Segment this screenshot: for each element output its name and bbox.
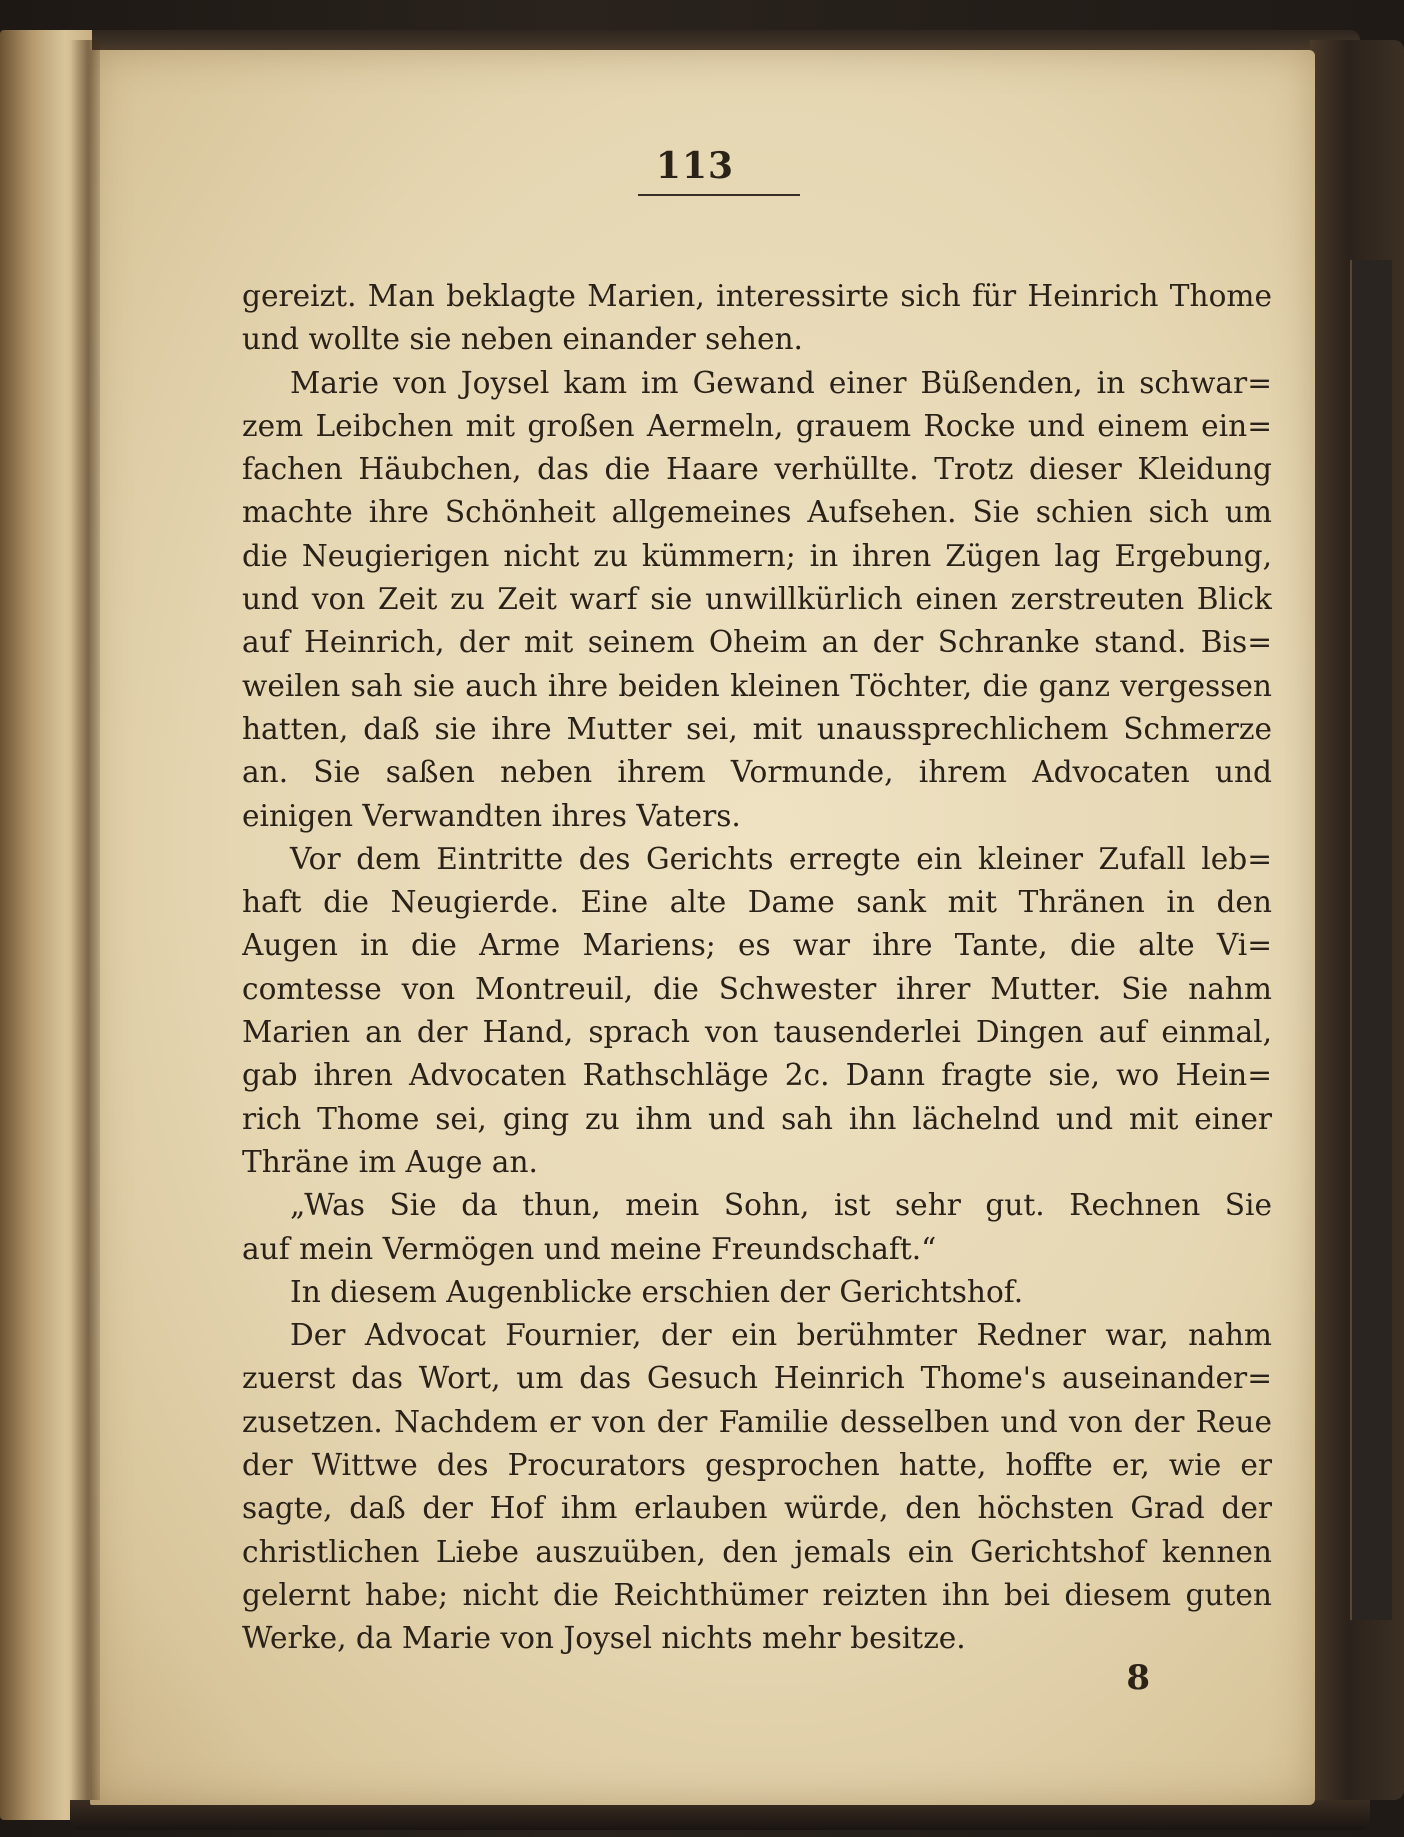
text-line: auf Heinrich, der mit seinem Oheim an der Schranke stand. Bis= [242, 625, 1272, 660]
text-line: zuerst das Wort, um das Gesuch Heinrich Thome's auseinander= [242, 1361, 1272, 1396]
text-line: Der Advocat Fournier, der ein berühmter Redner war, nahm [290, 1318, 1272, 1353]
text-line: machte ihre Schönheit allgemeines Aufsehen. Sie schien sich um [242, 495, 1272, 530]
text-line: Marie von Joysel kam im Gewand einer Büßenden, in schwar= [290, 365, 1272, 400]
text-line: zusetzen. Nachdem er von der Familie desselben und von der Reue [242, 1404, 1272, 1439]
text-line: gereizt. Man beklagte Marien, interessirte sich für Heinrich Thome [242, 279, 1272, 313]
text-line: gab ihren Advocaten Rathschläge 2c. Dann fragte sie, wo Hein= [242, 1058, 1272, 1093]
text-line: an. Sie saßen neben ihrem Vormunde, ihrem Advocaten und [242, 755, 1272, 790]
cover-spine-strip [1350, 260, 1392, 1620]
text-line: und von Zeit zu Zeit warf sie unwillkürlich einen zerstreuten Blick [242, 582, 1272, 617]
text-line: Augen in die Arme Mariens; es war ihre Tante, die alte Vi= [242, 928, 1272, 963]
text-line: „Was Sie da thun, mein Sohn, ist sehr gut. Rechnen Sie [290, 1188, 1272, 1223]
text-line: Werke, da Marie von Joysel nichts mehr besitze. [242, 1621, 966, 1656]
text-line: sagte, daß der Hof ihm erlauben würde, den höchsten Grad der [242, 1491, 1272, 1526]
text-line: auf mein Vermögen und meine Freundschaft.“ [242, 1231, 937, 1266]
text-line: Vor dem Eintritte des Gerichts erregte ein kleiner Zufall leb= [290, 841, 1272, 876]
text-line: einigen Verwandten ihres Vaters. [242, 798, 741, 833]
text-line: comtesse von Montreuil, die Schwester ihrer Mutter. Sie nahm [242, 971, 1272, 1006]
text-line: rich Thome sei, ging zu ihm und sah ihn lächelnd und mit einer [242, 1101, 1272, 1136]
page-number: 113 [655, 145, 735, 187]
signature-mark: 8 [1126, 1658, 1150, 1698]
text-line: zem Leibchen mit großen Aermeln, grauem Rocke und einem ein= [242, 408, 1272, 443]
book-cover-top [60, 30, 1360, 52]
text-line: Marien an der Hand, sprach von tausenderlei Dingen auf einmal, [242, 1015, 1272, 1050]
text-line: fachen Häubchen, das die Haare verhüllte. Trotz dieser Kleidung [242, 452, 1272, 487]
text-line: und wollte sie neben einander sehen. [242, 322, 803, 357]
book-page [90, 50, 1315, 1805]
text-line: haft die Neugierde. Eine alte Dame sank mit Thränen in den [242, 885, 1272, 920]
text-line: christlichen Liebe auszuüben, den jemals ein Gerichtshof kennen [242, 1534, 1272, 1569]
text-line: weilen sah sie auch ihre beiden kleinen Töchter, die ganz vergessen [242, 668, 1272, 703]
text-line: der Wittwe des Procurators gesprochen hatte, hoffte er, wie er [242, 1448, 1272, 1483]
text-line: hatten, daß sie ihre Mutter sei, mit unaussprechlichem Schmerze [242, 711, 1272, 746]
body-text [242, 275, 1272, 1661]
text-line: In diesem Augenblicke erschien der Gerichtshof. [290, 1274, 1024, 1309]
text-line: gelernt habe; nicht die Reichthümer reizten ihn bei diesem guten [242, 1577, 1272, 1612]
text-line: Thräne im Auge an. [242, 1144, 538, 1179]
binding-shadow [70, 40, 100, 1800]
text-line: die Neugierigen nicht zu kümmern; in ihren Zügen lag Ergebung, [242, 538, 1272, 573]
header-rule [638, 194, 800, 196]
